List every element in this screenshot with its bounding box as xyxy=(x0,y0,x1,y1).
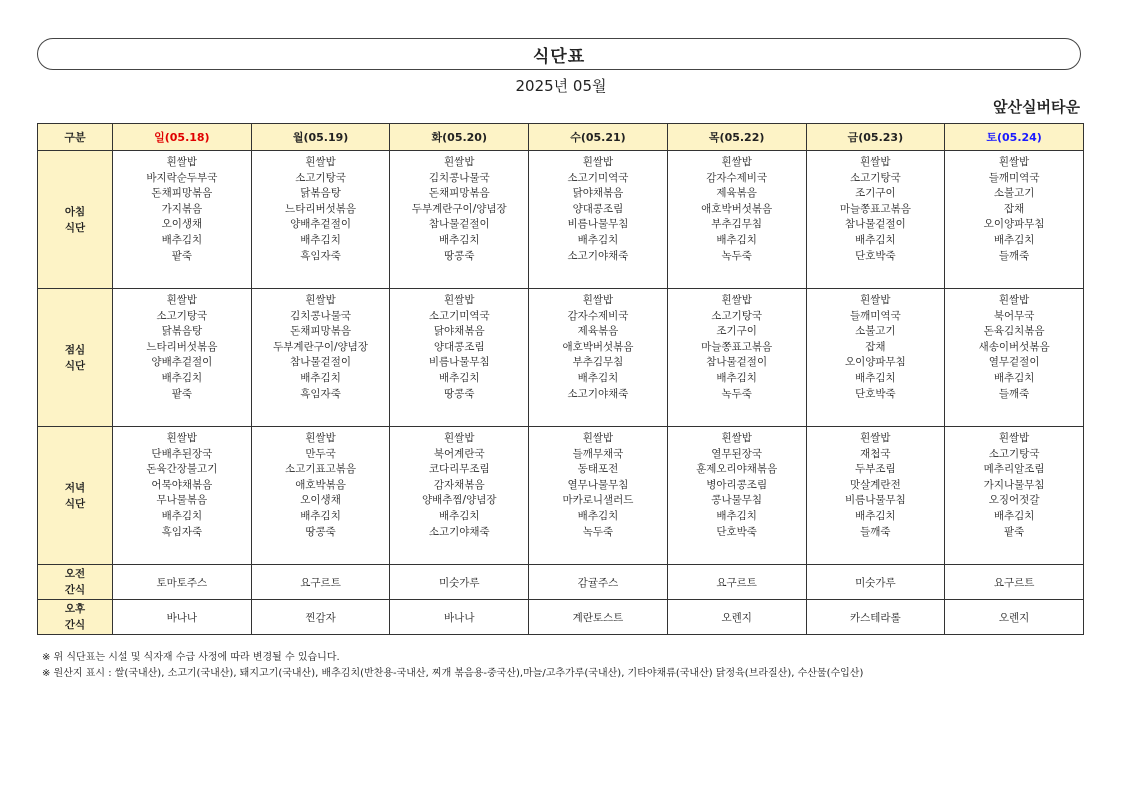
snack-cell: 바나나 xyxy=(113,600,252,635)
snack-cell: 요구르트 xyxy=(251,565,390,600)
row-header xyxy=(38,289,113,427)
menu-item: 돈채피망볶음 xyxy=(290,325,351,338)
menu-item: 소고기야채죽 xyxy=(567,249,629,262)
menu-item: 부추김무침 xyxy=(711,218,763,231)
menu-item: 소고기야채죽 xyxy=(428,525,490,538)
menu-item: 단호박죽 xyxy=(855,387,896,400)
menu-item: 배추김치 xyxy=(716,233,757,246)
menu-item: 마카로니샐러드 xyxy=(562,494,634,507)
snack-row xyxy=(38,600,1084,635)
snack-row xyxy=(38,565,1084,600)
menu-item: 배추김치 xyxy=(993,233,1035,246)
menu-item: 북어계란국 xyxy=(433,447,485,460)
menu-item: 어묵야채볶음 xyxy=(151,478,213,491)
row-header-line: 저녁 xyxy=(64,481,86,494)
menu-item: 단배추된장국 xyxy=(151,447,213,460)
menu-item: 맛살계란전 xyxy=(850,478,901,491)
menu-item: 참나물겉절이 xyxy=(706,356,768,369)
snack-cell: 계란토스트 xyxy=(529,600,668,635)
menu-item: 느타리버섯볶음 xyxy=(285,202,357,215)
menu-item: 감자수제비국 xyxy=(706,171,768,184)
meal-row xyxy=(38,427,1084,565)
menu-cell xyxy=(667,151,806,289)
menu-item: 열무겉절이 xyxy=(988,356,1040,369)
menu-cell xyxy=(529,151,668,289)
menu-item: 배추김치 xyxy=(855,371,896,384)
menu-item: 배추김치 xyxy=(300,371,341,384)
menu-item: 훈제오리야채볶음 xyxy=(696,463,778,476)
menu-item: 소고기탕국 xyxy=(156,309,208,322)
snack-cell: 카스테라롤 xyxy=(806,600,945,635)
menu-item: 무나물볶음 xyxy=(156,494,208,507)
menu-item: 오징어젓갈 xyxy=(988,494,1040,507)
menu-item: 조기구이 xyxy=(855,187,896,200)
menu-item: 가지나물무침 xyxy=(983,478,1045,491)
menu-item: 흰쌀밥 xyxy=(998,294,1030,306)
meal-row xyxy=(38,289,1084,427)
row-header-line: 오전 xyxy=(64,568,86,580)
day-header: 화(05.20) xyxy=(390,124,529,151)
menu-item: 새송이버섯볶음 xyxy=(978,340,1050,353)
menu-item: 소고기미역국 xyxy=(428,309,490,322)
row-header-line: 아침 xyxy=(64,205,86,218)
menu-item: 참나물겉절이 xyxy=(844,218,906,231)
menu-item: 양대콩조림 xyxy=(572,202,624,215)
menu-item: 제육볶음 xyxy=(716,187,757,200)
menu-item: 배추김치 xyxy=(161,371,203,384)
menu-cell xyxy=(667,289,806,427)
menu-item: 녹두죽 xyxy=(721,387,752,400)
menu-item: 들깨죽 xyxy=(998,249,1030,262)
menu-cell xyxy=(806,289,945,427)
snack-cell: 미숫가루 xyxy=(806,565,945,600)
menu-item: 흰쌀밥 xyxy=(444,294,475,306)
day-header: 일(05.18) xyxy=(113,124,252,151)
day-header: 수(05.21) xyxy=(529,124,668,151)
menu-item: 감자채볶음 xyxy=(433,478,485,491)
menu-item: 김치콩나물국 xyxy=(290,309,351,322)
menu-item: 비름나물무침 xyxy=(428,356,490,369)
organization-name: 앞산실버타운 xyxy=(993,98,1080,116)
row-header-line: 간식 xyxy=(64,584,86,596)
menu-item: 부추김무침 xyxy=(572,356,624,369)
menu-item: 조기구이 xyxy=(716,325,757,338)
menu-item: 양배추찜/양념장 xyxy=(421,494,497,507)
row-header xyxy=(38,600,113,635)
menu-item: 배추김치 xyxy=(438,509,480,522)
menu-item: 가지볶음 xyxy=(161,202,203,215)
snack-cell: 감귤주스 xyxy=(529,565,668,600)
menu-item: 두부계란구이/양념장 xyxy=(411,202,507,215)
menu-cell xyxy=(113,427,252,565)
row-header-line: 식단 xyxy=(64,359,86,372)
menu-item: 녹두죽 xyxy=(582,525,614,538)
menu-cell xyxy=(945,427,1084,565)
menu-item: 북어무국 xyxy=(993,309,1035,322)
menu-cell xyxy=(806,427,945,565)
snack-cell: 미숫가루 xyxy=(390,565,529,600)
menu-item: 배추김치 xyxy=(716,509,757,522)
menu-cell xyxy=(945,151,1084,289)
day-header: 금(05.23) xyxy=(806,124,945,151)
day-header: 월(05.19) xyxy=(251,124,390,151)
menu-cell xyxy=(390,427,529,565)
menu-item: 비름나물무침 xyxy=(567,218,629,231)
snack-cell: 오렌지 xyxy=(667,600,806,635)
menu-item: 오이양파무침 xyxy=(844,356,906,369)
menu-item: 열무나물무침 xyxy=(567,478,629,491)
menu-item: 돈채피망볶음 xyxy=(151,187,213,200)
menu-cell xyxy=(251,151,390,289)
menu-item: 비름나물무침 xyxy=(844,494,906,507)
menu-item: 콩나물무침 xyxy=(711,494,763,507)
menu-cell xyxy=(113,151,252,289)
menu-item: 들깨죽 xyxy=(998,387,1030,400)
menu-item: 들깨무채국 xyxy=(572,447,624,460)
menu-item: 흰쌀밥 xyxy=(582,156,614,168)
menu-item: 배추김치 xyxy=(438,233,480,246)
menu-item: 들깨죽 xyxy=(860,525,891,538)
menu-item: 단호박죽 xyxy=(716,525,757,538)
menu-item: 배추김치 xyxy=(855,509,896,522)
menu-item: 팥죽 xyxy=(1003,525,1025,538)
menu-item: 흰쌀밥 xyxy=(860,156,891,168)
menu-item: 마늘쫑표고볶음 xyxy=(701,340,773,353)
menu-cell xyxy=(667,427,806,565)
menu-item: 닭야채볶음 xyxy=(572,187,624,200)
menu-item: 김치콩나물국 xyxy=(428,171,490,184)
menu-item: 들깨미역국 xyxy=(988,171,1040,184)
menu-item: 팥죽 xyxy=(171,249,192,262)
snack-cell: 찐감자 xyxy=(251,600,390,635)
menu-item: 흰쌀밥 xyxy=(305,156,336,168)
menu-item: 들깨미역국 xyxy=(850,309,901,322)
menu-item: 배추김치 xyxy=(993,509,1035,522)
menu-item: 흰쌀밥 xyxy=(166,294,198,306)
menu-item: 참나물겉절이 xyxy=(290,356,351,369)
menu-item: 양배추겉절이 xyxy=(151,356,213,369)
menu-item: 흑임자죽 xyxy=(300,387,341,400)
menu-item: 병아리콩조림 xyxy=(706,478,768,491)
row-header-line: 식단 xyxy=(64,221,86,234)
row-header-line: 간식 xyxy=(64,619,86,631)
menu-item: 땅콩죽 xyxy=(305,525,336,538)
origin-notice: ※ 원산지 표시 : 쌀(국내산), 소고기(국내산), 돼지고기(국내산), 배추김치(반찬용-국내산, 찌개 볶음용-중국산),마늘/고추가루(국내산), 기타야채류(국내산) 닭정육(브라질산), 수산물(수입산) xyxy=(42,668,864,679)
snack-cell: 요구르트 xyxy=(945,565,1084,600)
menu-item: 흑임자죽 xyxy=(161,525,203,538)
menu-item: 땅콩죽 xyxy=(444,387,475,400)
menu-item: 흰쌀밥 xyxy=(721,156,752,168)
menu-item: 느타리버섯볶음 xyxy=(146,340,218,353)
menu-item: 잡채 xyxy=(1003,202,1025,215)
menu-item: 애호박버섯볶음 xyxy=(562,340,634,353)
menu-item: 흰쌀밥 xyxy=(721,432,752,444)
snack-cell: 토마토주스 xyxy=(113,565,252,600)
menu-item: 흰쌀밥 xyxy=(582,432,614,444)
menu-cell xyxy=(390,289,529,427)
menu-item: 소불고기 xyxy=(993,187,1035,200)
snack-cell: 오렌지 xyxy=(945,600,1084,635)
menu-item: 단호박죽 xyxy=(855,249,896,262)
menu-item: 배추김치 xyxy=(855,233,896,246)
change-notice: ※ 위 식단표는 시설 및 식자재 수급 사정에 따라 변경될 수 있습니다. xyxy=(42,652,340,663)
day-header: 목(05.22) xyxy=(667,124,806,151)
menu-item: 흰쌀밥 xyxy=(582,294,614,306)
menu-item: 오이양파무침 xyxy=(983,218,1045,231)
menu-item: 땅콩죽 xyxy=(444,249,475,262)
menu-item: 흑임자죽 xyxy=(300,249,341,262)
menu-item: 배추김치 xyxy=(993,371,1035,384)
meal-plan-table xyxy=(37,123,1084,635)
menu-item: 제육볶음 xyxy=(577,325,619,338)
menu-item: 흰쌀밥 xyxy=(721,294,752,306)
menu-item: 흰쌀밥 xyxy=(444,156,475,168)
menu-item: 애호박버섯볶음 xyxy=(701,202,773,215)
menu-item: 소고기탕국 xyxy=(711,309,763,322)
menu-item: 양대콩조림 xyxy=(433,340,485,353)
menu-item: 두부계란구이/양념장 xyxy=(273,340,368,353)
menu-item: 마늘쫑표고볶음 xyxy=(839,202,911,215)
menu-cell xyxy=(529,427,668,565)
menu-cell xyxy=(806,151,945,289)
menu-item: 돈육김치볶음 xyxy=(983,325,1045,338)
menu-item: 바지락순두부국 xyxy=(146,171,218,184)
menu-item: 만두국 xyxy=(305,447,336,460)
menu-item: 배추김치 xyxy=(161,509,203,522)
menu-item: 팥죽 xyxy=(171,387,192,400)
menu-item: 흰쌀밥 xyxy=(860,432,891,444)
menu-item: 두부조림 xyxy=(855,463,896,476)
row-header-line: 오후 xyxy=(64,603,86,615)
menu-item: 소고기탕국 xyxy=(850,171,901,184)
menu-item: 배추김치 xyxy=(300,233,341,246)
title-banner xyxy=(37,38,1081,70)
menu-item: 흰쌀밥 xyxy=(166,156,198,168)
snack-cell: 바나나 xyxy=(390,600,529,635)
page-title: 식단표 xyxy=(532,46,586,67)
menu-cell xyxy=(529,289,668,427)
menu-item: 참나물겉절이 xyxy=(428,218,490,231)
month-label: 2025년 05월 xyxy=(515,77,607,95)
row-header xyxy=(38,151,113,289)
row-header-line: 점심 xyxy=(64,343,86,356)
menu-item: 돈채피망볶음 xyxy=(428,187,490,200)
menu-item: 녹두죽 xyxy=(721,249,752,262)
menu-cell xyxy=(251,427,390,565)
menu-item: 오이생채 xyxy=(161,218,203,231)
menu-item: 소고기탕국 xyxy=(988,447,1040,460)
menu-item: 흰쌀밥 xyxy=(998,432,1030,444)
day-header-row xyxy=(38,124,1084,151)
menu-item: 배추김치 xyxy=(577,233,619,246)
menu-item: 배추김치 xyxy=(300,509,341,522)
row-header xyxy=(38,565,113,600)
menu-item: 소고기야채죽 xyxy=(567,387,629,400)
menu-item: 감자수제비국 xyxy=(567,309,629,322)
day-header: 토(05.24) xyxy=(945,124,1084,151)
menu-item: 흰쌀밥 xyxy=(444,432,475,444)
menu-item: 배추김치 xyxy=(716,371,757,384)
menu-item: 흰쌀밥 xyxy=(166,432,198,444)
menu-cell xyxy=(390,151,529,289)
menu-item: 소고기미역국 xyxy=(567,171,629,184)
meal-row xyxy=(38,151,1084,289)
menu-item: 오이생채 xyxy=(300,494,341,507)
menu-item: 흰쌀밥 xyxy=(305,294,336,306)
menu-cell xyxy=(251,289,390,427)
menu-item: 양배추겉절이 xyxy=(290,218,351,231)
menu-item: 메추리알조림 xyxy=(983,463,1045,476)
menu-cell xyxy=(113,289,252,427)
menu-item: 소불고기 xyxy=(855,325,896,338)
snack-cell: 요구르트 xyxy=(667,565,806,600)
menu-item: 닭야채볶음 xyxy=(433,325,485,338)
footnotes xyxy=(42,650,863,682)
menu-item: 흰쌀밥 xyxy=(998,156,1030,168)
menu-item: 흰쌀밥 xyxy=(305,432,336,444)
row-header-line: 식단 xyxy=(64,497,86,510)
menu-item: 배추김치 xyxy=(577,509,619,522)
menu-item: 소고기표고볶음 xyxy=(285,463,357,476)
menu-item: 애호박볶음 xyxy=(295,478,346,491)
menu-item: 코다리무조림 xyxy=(428,463,490,476)
menu-item: 배추김치 xyxy=(438,371,480,384)
menu-item: 배추김치 xyxy=(577,371,619,384)
menu-item: 닭볶음탕 xyxy=(300,187,341,200)
menu-item: 돈육간장불고기 xyxy=(146,463,218,476)
corner-header: 구분 xyxy=(38,124,113,151)
menu-item: 재첩국 xyxy=(860,447,891,460)
menu-item: 배추김치 xyxy=(161,233,203,246)
menu-item: 닭볶음탕 xyxy=(161,325,203,338)
row-header xyxy=(38,427,113,565)
menu-item: 잡채 xyxy=(865,340,886,353)
menu-cell xyxy=(945,289,1084,427)
menu-item: 흰쌀밥 xyxy=(860,294,891,306)
menu-item: 소고기탕국 xyxy=(295,171,346,184)
menu-item: 열무된장국 xyxy=(711,447,763,460)
menu-item: 동태포전 xyxy=(577,463,619,476)
